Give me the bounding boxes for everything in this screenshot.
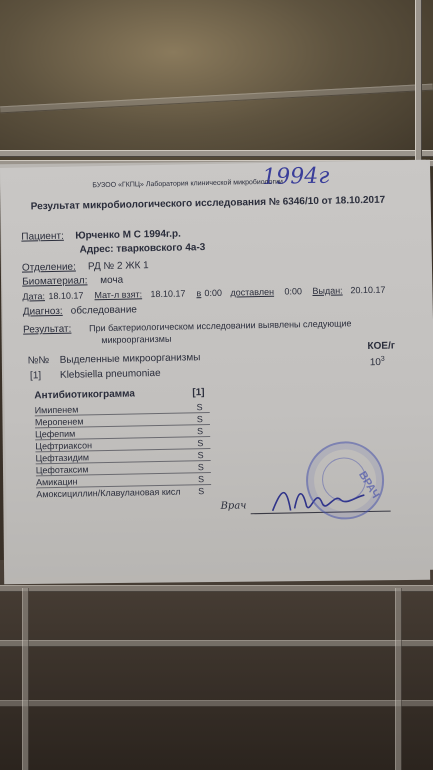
susceptibility-value: S [197, 474, 205, 485]
susceptibility-value: S [196, 402, 203, 413]
frame-rail [0, 585, 433, 592]
organism-row-number: [1] [29, 370, 42, 382]
lab-name: БУЗОО «ГКПЦ» Лаборатория клинической микробиологии [92, 178, 283, 190]
cfu-exponent: 3 [380, 355, 385, 363]
issued-date: 20.10.17 [350, 284, 386, 296]
antibiotic-name: Амикацин [35, 476, 78, 488]
department-value: РД № 2 ЖК 1 [87, 260, 149, 273]
collected-time: 0:00 [204, 287, 223, 299]
biomaterial-value: моча [100, 274, 124, 287]
organism-row-name: Klebsiella pneumoniae [59, 367, 161, 381]
patient-address: Адрес: тварковского 4а-3 [79, 242, 206, 256]
frame-rail [415, 0, 422, 170]
collected-at-label: в [196, 288, 202, 299]
antibiotic-name: Меропенем [34, 416, 84, 428]
susceptibility-value: S [197, 438, 204, 449]
doctor-label: Врач [220, 500, 247, 512]
handwritten-note: 1994г [261, 163, 330, 190]
diagnosis-label: Диагноз: [22, 305, 63, 318]
biomaterial-label: Биоматериал: [22, 275, 88, 288]
date-label: Дата: [22, 291, 46, 302]
issued-label: Выдан: [312, 285, 343, 297]
susceptibility-value: S [196, 414, 203, 425]
col-cfu-header: КОЕ/г [367, 340, 396, 352]
result-text-line2: микроорганизмы [101, 333, 172, 346]
susceptibility-value: S [198, 486, 205, 497]
antibiotic-name: Имипенем [34, 404, 79, 416]
delivered-label: доставлен [230, 286, 275, 298]
susceptibility-value: S [197, 450, 204, 461]
antibiogram-row [36, 486, 211, 499]
organism-row-cfu [370, 356, 385, 369]
stamp-text: ВРАЧ [356, 469, 382, 501]
result-label: Результат: [23, 323, 72, 336]
susceptibility-value: S [196, 426, 204, 437]
department-label: Отделение: [21, 261, 76, 274]
frame-rail [22, 588, 29, 770]
antibiogram-column-header: [1] [192, 387, 205, 399]
col-organism-header: Выделенные микроорганизмы [59, 352, 201, 366]
frame-rail [395, 588, 402, 770]
cfu-base: 10 [369, 357, 382, 369]
collected-date: 18.10.17 [150, 288, 186, 300]
col-number-header: №№ [27, 355, 50, 367]
collected-label: Мат-л взят: [94, 289, 143, 301]
patient-name: Юрченко М С 1994г.р. [75, 228, 181, 242]
frame-rail [0, 700, 433, 707]
antibiotic-name: Цефтазидим [35, 452, 90, 464]
result-text-line1: При бактериологическом исследовании выявлены следующие [88, 318, 352, 334]
antibiotic-name: Цефотаксим [35, 464, 89, 476]
report-title: Результат микробиологического исследования № 6346/10 от 18.10.2017 [30, 194, 386, 213]
antibiotic-name: Амоксициллин/Клавулановая кисл [36, 486, 181, 500]
frame-rail [0, 150, 433, 157]
date-value: 18.10.17 [48, 290, 84, 302]
patient-label: Пациент: [21, 230, 64, 243]
frame-rail [0, 640, 433, 647]
antibiotic-name: Цефепим [35, 428, 76, 440]
antibiogram-title: Антибиотикограмма [34, 388, 136, 402]
antibiotic-name: Цефтриаксон [35, 440, 93, 452]
delivered-time: 0:00 [284, 286, 303, 297]
doctor-stamp [305, 441, 384, 520]
diagnosis-value: обследование [70, 304, 138, 317]
susceptibility-value: S [197, 462, 204, 473]
lab-report-document [0, 160, 433, 578]
